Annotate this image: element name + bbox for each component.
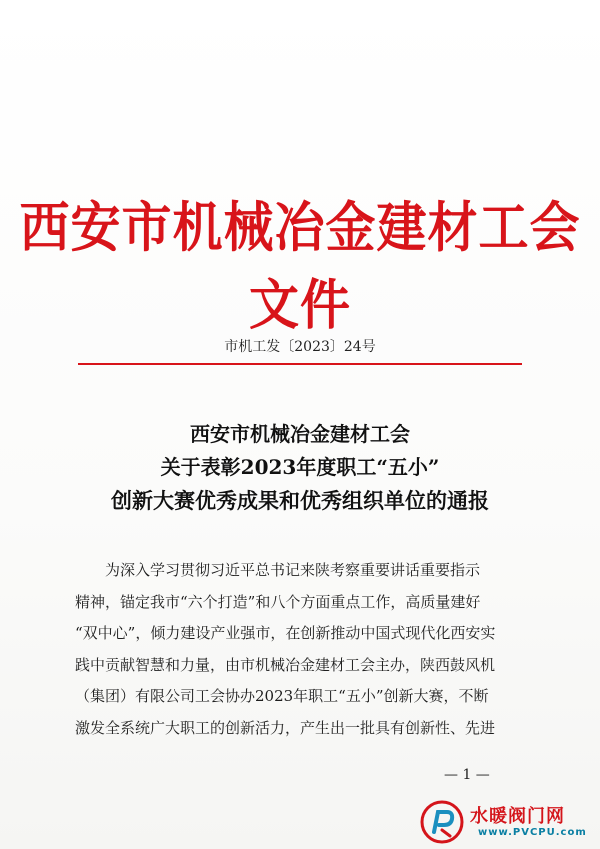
red-divider [78,363,522,365]
title-line: 西安市机械冶金建材工会 [190,422,410,446]
title-line: 关于表彰2023年度职工“五小” [160,455,440,479]
body-line: 践中贡献智慧和力量，由市机械冶金建材工会主办，陕西鼓风机 [75,655,496,674]
body-line: 激发全系统广大职工的创新活力，产生出一批具有创新性、先进 [75,718,496,737]
watermark-site-name: 水暖阀门网 [470,806,565,827]
body-line: 为深入学习贯彻习近平总书记来陕考察重要讲话重要指示 [105,561,481,579]
body-text [75,555,550,744]
watermark-url: www.PVCPU.com [478,827,587,838]
title-line: 创新大赛优秀成果和优秀组织单位的通报 [111,488,489,513]
document-number: 市机工发〔2023〕24号 [224,339,376,355]
body-line: （集团）有限公司工会协办2023年职工“五小”创新大赛，不断 [75,687,489,705]
body-line: “双中心”，倾力建设产业强市，在创新推动中国式现代化西安实 [75,624,496,642]
document-title [0,418,600,517]
site-logo-icon [420,800,464,844]
page-number: — 1 — [444,767,490,783]
watermark [420,800,595,844]
body-line: 精神，锚定我市“六个打造”和八个方面重点工作，高质量建好 [75,592,481,611]
issuer-header: 西安市机械冶金建材工会文件 [19,195,581,337]
